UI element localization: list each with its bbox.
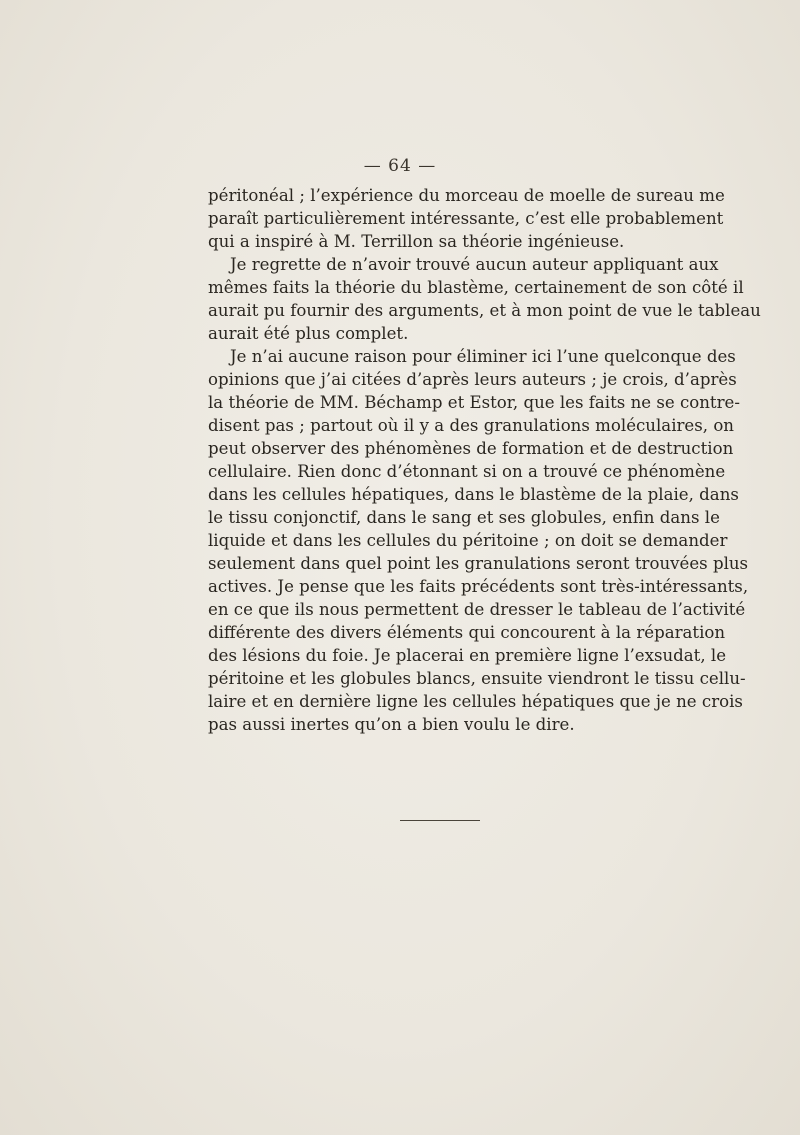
body-text (208, 184, 761, 736)
text-line: aurait été plus complet. (208, 324, 409, 343)
text-line: seulement dans quel point les granulations seront trouvées plus (208, 554, 749, 573)
paragraph-1 (208, 184, 725, 253)
text-line: pas aussi inertes qu’on a bien voulu le dire. (208, 715, 575, 734)
text-line: cellulaire. Rien donc d’étonnant si on a trouvé ce phénomène (208, 462, 726, 481)
text-line: actives. Je pense que les faits précédents sont très-intéressants, (208, 577, 749, 596)
text-line: opinions que j’ai citées d’après leurs auteurs ; je crois, d’après (208, 370, 737, 389)
paragraph-2 (208, 253, 761, 345)
text-line: liquide et dans les cellules du péritoine ; on doit se demander (208, 531, 728, 550)
text-line: la théorie de MM. Béchamp et Estor, que les faits ne se contre- (208, 393, 740, 412)
text-line: mêmes faits la théorie du blastème, certainement de son côté il (208, 278, 744, 297)
text-line: paraît particulièrement intéressante, c’est elle probablement (208, 209, 724, 228)
text-line: qui a inspiré à M. Terrillon sa théorie ingénieuse. (208, 232, 625, 251)
text-line: péritonéal ; l’expérience du morceau de moelle de sureau me (208, 186, 725, 205)
text-line: aurait pu fournir des arguments, et à mon point de vue le tableau (208, 301, 761, 320)
text-line: dans les cellules hépatiques, dans le blastème de la plaie, dans (208, 485, 739, 504)
text-line: laire et en dernière ligne les cellules hépatiques que je ne crois (208, 692, 743, 711)
section-divider (400, 820, 480, 821)
text-line: peut observer des phénomènes de formation et de destruction (208, 439, 734, 458)
text-line: le tissu conjonctif, dans le sang et ses globules, enfin dans le (208, 508, 720, 527)
text-line: différente des divers éléments qui concourent à la réparation (208, 623, 726, 642)
text-line: en ce que ils nous permettent de dresser le tableau de l’activité (208, 600, 746, 619)
text-line: disent pas ; partout où il y a des granulations moléculaires, on (208, 416, 734, 435)
page-number: — 64 — (363, 156, 437, 176)
text-line: péritoine et les globules blancs, ensuite viendront le tissu cellu- (208, 669, 746, 688)
text-line: Je n’ai aucune raison pour éliminer ici l’une quelconque des (230, 347, 736, 366)
text-line: des lésions du foie. Je placerai en première ligne l’exsudat, le (208, 646, 727, 665)
paragraph-3 (208, 345, 749, 736)
text-line: Je regrette de n’avoir trouvé aucun auteur appliquant aux (230, 255, 719, 274)
